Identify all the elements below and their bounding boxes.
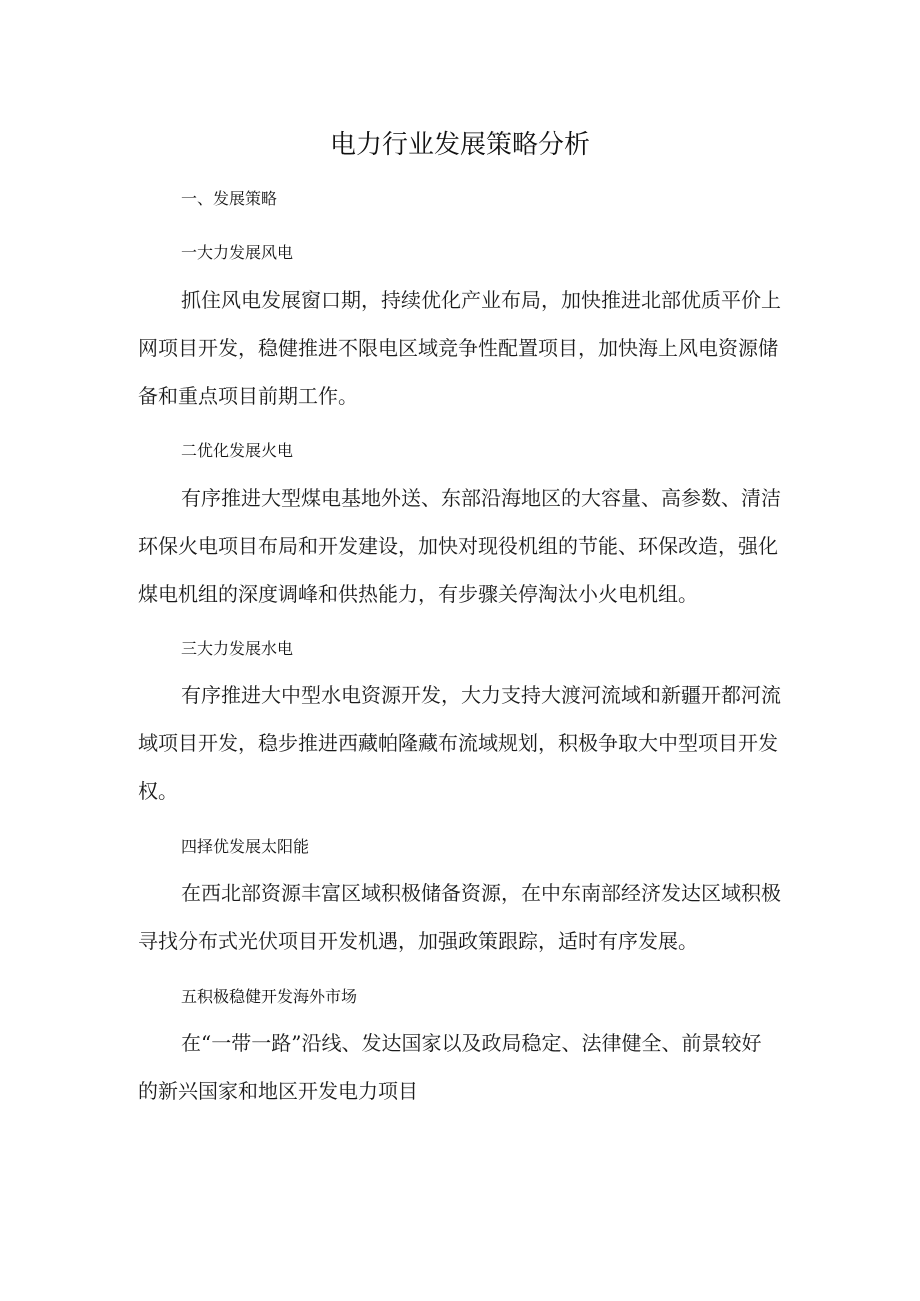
paragraph-line: 的新兴国家和地区开发电力项目	[138, 1079, 418, 1103]
paragraph-line: 域项目开发，稳步推进西藏帕隆藏布流域规划，积极争取大中型项目开发	[138, 731, 778, 755]
paragraph-thermal	[138, 474, 784, 618]
paragraph-solar	[138, 869, 784, 965]
subheading-solar: 四择优发展太阳能	[181, 837, 310, 856]
paragraph-line: 在“一带一路”沿线、发达国家以及政局稳定、法律健全、前景较好	[181, 1031, 762, 1055]
subheading-wind: 一大力发展风电	[181, 243, 294, 262]
paragraph-line: 在西北部资源丰富区域积极储备资源，在中东南部经济发达区域积极	[181, 881, 781, 905]
paragraph-line: 网项目开发，稳健推进不限电区域竞争性配置项目，加快海上风电资源储	[138, 336, 778, 360]
paragraph-line: 寻找分布式光伏项目开发机遇，加强政策跟踪，适时有序发展。	[138, 929, 698, 953]
paragraph-overseas	[138, 1019, 784, 1115]
section-heading: 一、发展策略	[181, 189, 278, 208]
subheading-thermal: 二优化发展火电	[181, 441, 294, 460]
paragraph-line: 抓住风电发展窗口期，持续优化产业布局，加快推进北部优质平价上	[181, 288, 781, 312]
paragraph-line: 有序推进大中型水电资源开发，大力支持大渡河流域和新疆开都河流	[181, 683, 781, 707]
document-title: 电力行业发展策略分析	[329, 130, 590, 160]
subheading-overseas: 五积极稳健开发海外市场	[181, 987, 358, 1006]
paragraph-line: 环保火电项目布局和开发建设，加快对现役机组的节能、环保改造，强化	[138, 534, 778, 558]
subheading-hydro: 三大力发展水电	[181, 639, 294, 658]
paragraph-line: 煤电机组的深度调峰和供热能力，有步骤关停淘汰小火电机组。	[138, 582, 698, 606]
paragraph-line: 有序推进大型煤电基地外送、东部沿海地区的大容量、高参数、清洁	[181, 486, 781, 510]
paragraph-wind	[138, 276, 784, 420]
paragraph-line: 备和重点项目前期工作。	[138, 384, 358, 408]
paragraph-line: 权。	[138, 779, 178, 803]
paragraph-hydro	[138, 671, 784, 815]
